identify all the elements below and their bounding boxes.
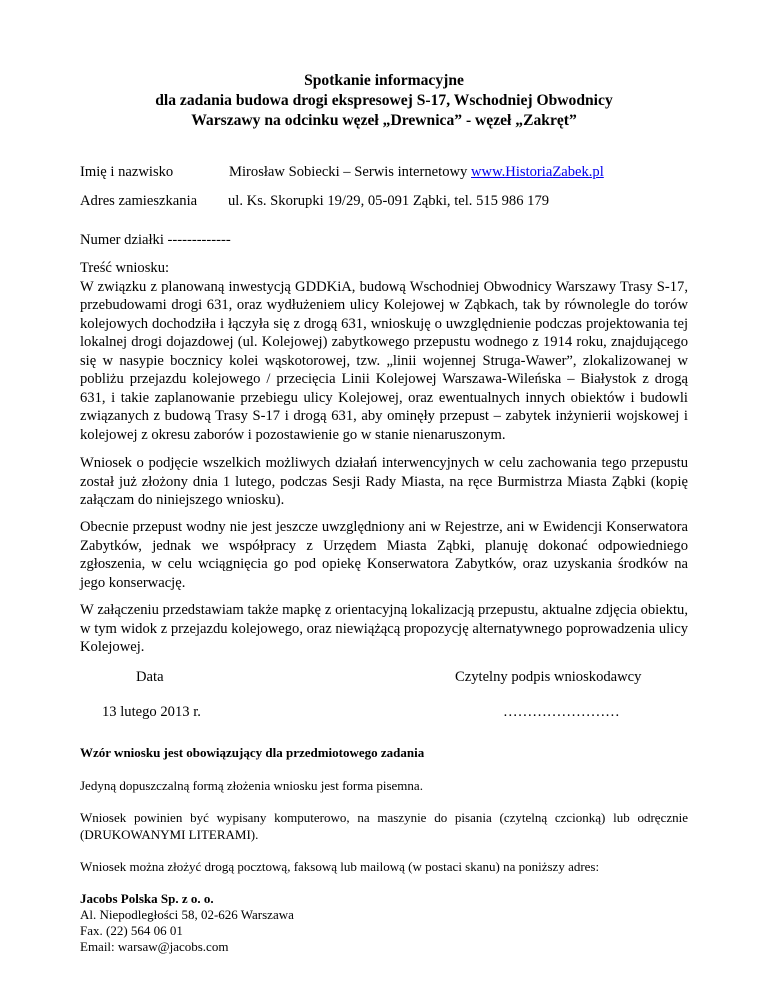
request-block xyxy=(80,259,688,444)
date-value: 13 lutego 2013 r. xyxy=(102,704,201,720)
title-line-2: dla zadania budowa drogi ekspresowej S-17, Wschodniej Obwodnicy xyxy=(155,92,613,109)
website-link[interactable]: www.HistoriaZabek.pl xyxy=(470,164,604,180)
page-title xyxy=(0,71,768,131)
company-email: Email: warsaw@jacobs.com xyxy=(80,939,229,954)
address-value: ul. Ks. Skorupki 19/29, 05-091 Ząbki, tel. 515 986 179 xyxy=(228,193,550,209)
company-street: Al. Niepodległości 58, 02-626 Warszawa xyxy=(80,907,294,922)
title-line-3: Warszawy na odcinku węzeł „Drewnica” - węzeł „Zakręt” xyxy=(191,112,577,129)
company-fax: Fax. (22) 564 06 01 xyxy=(80,923,183,938)
request-paragraph-1: W związku z planowaną inwestycją GDDKiA, budową Wschodniej Obwodnicy Warszawy Trasy S-17, przebudowami drogi 631, oraz wydłużeniem ulicy Kolejowej w Ząbkach, tak by równolegle do torów kolejowych dochodziła i łączyła się z drogą 631, wnioskuję o uwzględnienie podczas projektowania tej lokalnej drogi dojazdowej (ul. Kolejowej) zabytkowego przepustu wodnego z 1914 roku, znajdującego się w nasypie bocznicy kolei wąskotorowej, tzw. „linii wojennej Struga-Wawer”, zlokalizowanej w pobliżu przejazdu kolejowego / przecięcia Linii Kolejowej Warszawa-Wileńska – Białystok z drogą 631, i takie zaplanowanie przebiegu ulicy Kolejowej, oraz ewentualnych innych obiektów i budowli związanych z budową Trasy S-17 i drogą 631, aby ominęły przepust – zabytek inżynierii wojskowej i kolejowej z okresu zaborów i pozostawienie go w stanie nienaruszonym. xyxy=(80,278,688,443)
name-value xyxy=(229,163,604,181)
title-line-1: Spotkanie informacyjne xyxy=(304,72,464,89)
request-paragraph-3: Obecnie przepust wodny nie jest jeszcze uwzględniony ani w Rejestrze, ani w Ewidencji Konserwatora Zabytków, jednak we współpracy z Urzędem Miasta Ząbki, planuję dokonać odpowiedniego zgłoszenia, w celu wciągnięcia go pod opiekę Konserwatora Zabytków, oraz uzyskania środków na jego konserwację. xyxy=(80,519,688,591)
signature-value: …………………… xyxy=(503,704,620,720)
company-name: Jacobs Polska Sp. z o. o. xyxy=(80,891,214,906)
signature-label: Czytelny podpis wnioskodawcy xyxy=(455,669,642,685)
request-paragraph-2: Wniosek o podjęcie wszelkich możliwych działań interwencyjnych w celu zachowania tego przepustu został już złożony dnia 1 lutego, podczas Sesji Rady Miasta, na ręce Burmistrza Miasta Ząbki (kopię załączam do niniejszego wniosku). xyxy=(80,455,688,508)
notice-heading: Wzór wniosku jest obowiązujący dla przedmiotowego zadania xyxy=(80,745,425,760)
date-label: Data xyxy=(136,669,164,685)
name-row xyxy=(80,163,604,181)
notice-2: Wniosek powinien być wypisany komputerowo, na maszynie do pisania (czytelną czcionką) lub odręcznie (DRUKOWANYMI LITERAMI). xyxy=(80,810,688,842)
notice-3: Wniosek można złożyć drogą pocztową, faksową lub mailową (w postaci skanu) na poniższy adres: xyxy=(80,859,600,874)
address-label: Adres zamieszkania xyxy=(80,193,198,209)
name-label: Imię i nazwisko xyxy=(80,164,174,180)
contact-address xyxy=(80,891,688,955)
request-heading: Treść wniosku: xyxy=(80,260,170,276)
parcel-row xyxy=(80,231,231,249)
parcel-label: Numer działki ------------- xyxy=(80,232,231,248)
address-row xyxy=(80,192,550,210)
request-paragraph-4: W załączeniu przedstawiam także mapkę z orientacyjną lokalizacją przepustu, aktualne zdjęcia obiektu, w tym widok z przejazdu kolejowego, oraz niewiążącą propozycję alternatywnego poprowadzenia ulicy Kolejowej. xyxy=(80,602,688,655)
name-text: Mirosław Sobiecki – Serwis internetowy xyxy=(229,164,471,180)
notice-1: Jedyną dopuszczalną formą złożenia wniosku jest forma pisemna. xyxy=(80,778,423,793)
